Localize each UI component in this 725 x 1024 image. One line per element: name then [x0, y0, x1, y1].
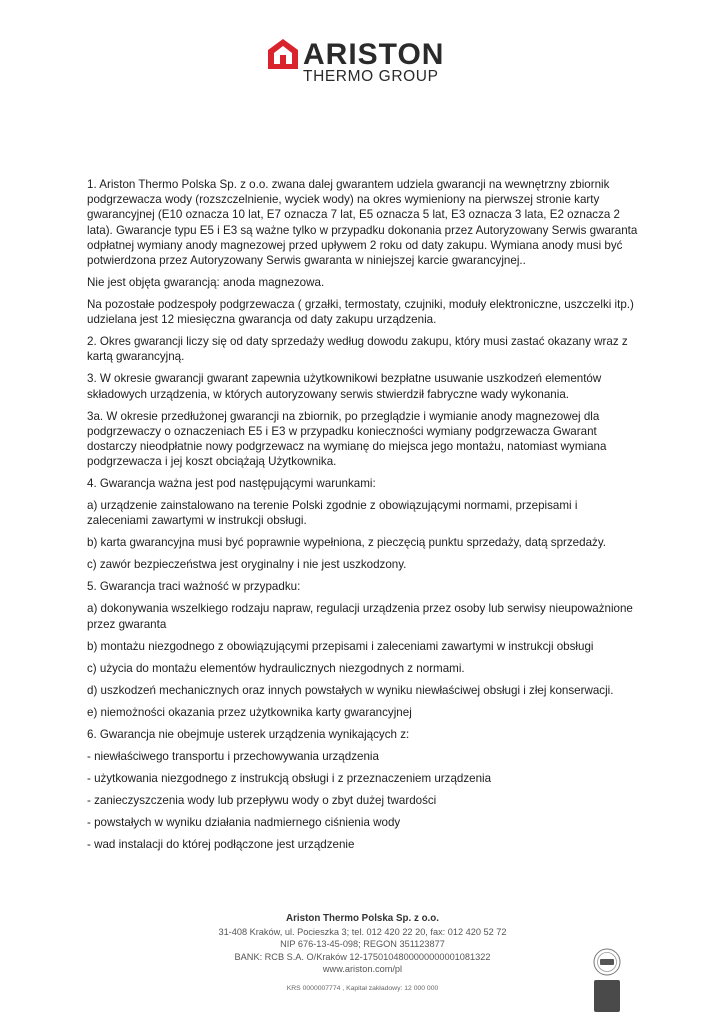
paragraph: c) zawór bezpieczeństwa jest oryginalny i nie jest uszkodzony. [87, 558, 407, 572]
warranty-terms [87, 177, 639, 859]
paragraph: Na pozostałe podzespoły podgrzewacza ( grzałki, termostaty, czujniki, moduły elektroniczne, uszczelki itp.) udzielana jest 12 miesięczna gwarancja od daty zakupu urządzenia. [87, 298, 634, 327]
paragraph: Nie jest objęta gwarancją: anoda magnezowa. [87, 276, 325, 290]
footer-address: 31-408 Kraków, ul. Pocieszka 3; tel. 012 420 22 20, fax: 012 420 52 72 [218, 926, 507, 937]
paragraph: 3. W okresie gwarancji gwarant zapewnia użytkownikowi bezpłatne usuwanie uszkodzeń elementów składowych urządzenia, w których autoryzowany serwis stwierdził fabryczne wady wykonania. [87, 372, 602, 401]
paragraph: - użytkowania niezgodnego z instrukcją obsługi i z przeznaczeniem urządzenia [87, 771, 492, 785]
iqnet-certification-icon [592, 948, 622, 1018]
brand-name: ARISTON [303, 38, 445, 71]
paragraph: 5. Gwarancja traci ważność w przypadku: [87, 580, 301, 594]
paragraph: - wad instalacji do której podłączone jest urządzenie [87, 837, 355, 851]
paragraph: a) urządzenie zainstalowano na terenie Polski zgodnie z obowiązującymi normami, przepisami i zaleceniami zawartymi w instrukcji obsługi. [87, 499, 578, 528]
footer-nip: NIP 676-13-45-098; REGON 351123877 [280, 939, 445, 949]
ariston-house-icon [267, 38, 299, 70]
paragraph: 3a. W okresie przedłużonej gwarancji na zbiornik, po przeglądzie i wymianie anody magnezowej dla podgrzewaczy o oznaczeniach E5 i E3 w przypadku konieczności wymiany podgrzewacza Gwarant dostarczy nieodpłatnie nowy podgrzewacz na wymianę do miejsca jego montażu, natomiast wymiana podgrzewacza i jej koszt obciążają Użytkownika. [87, 409, 607, 469]
paragraph: - zanieczyszczenia wody lub przepływu wody o zbyt dużej twardości [87, 793, 437, 807]
footer-website: www.ariston.com/pl [322, 964, 403, 974]
paragraph: b) karta gwarancyjna musi być poprawnie wypełniona, z pieczęcią punktu sprzedaży, datą sprzedaży. [87, 536, 606, 550]
paragraph: 4. Gwarancja ważna jest pod następującymi warunkami: [87, 477, 376, 491]
ariston-logo [267, 38, 462, 88]
csq-mark-icon [594, 980, 620, 1012]
paragraph: b) montażu niezgodnego z obowiązującymi przepisami i zaleceniami zawartymi w instrukcji obsługi [87, 639, 594, 653]
brand-subtitle: THERMO GROUP [303, 68, 439, 85]
paragraph: c) użycia do montażu elementów hydraulicznych niezgodnych z normami. [87, 661, 465, 675]
paragraph: 6. Gwarancja nie obejmuje usterek urządzenia wynikających z: [87, 727, 410, 741]
paragraph: a) dokonywania wszelkiego rodzaju napraw, regulacji urządzenia przez osoby lub serwisy nieupoważnione przez gwaranta [87, 602, 633, 631]
paragraph: - niewłaściwego transportu i przechowywania urządzenia [87, 749, 379, 763]
paragraph: 1. Ariston Thermo Polska Sp. z o.o. zwana dalej gwarantem udziela gwarancji na wewnętrzny zbiornik podgrzewacza wody (rozszczelnienie, wyciek wody) na okres wymieniony na pierwszej stronie karty gwarancyjnej (E10 oznacza 10 lat, E7 oznacza 7 lat, E5 oznacza 5 lat, E3 oznacza 3 lata, E2 oznacza 2 lata). Gwarancje typu E5 i E3 są ważne tylko w przypadku dokonania przez Autoryzowany Serwis gwaranta odpłatnej wymiany anody magnezowej przed upływem 2 roku od daty zakupu. Wymiana anody musi być potwierdzona przez Autoryzowany Serwis gwaranta w niniejszej karcie gwarancyjnej.. [87, 178, 638, 268]
paragraph: e) niemożności okazania przez użytkownika karty gwarancyjnej [87, 705, 412, 719]
footer-bank: BANK: RCB S.A. O/Kraków 12-1750104800000000001081322 [234, 951, 491, 962]
certification-seal-icon [593, 948, 621, 976]
paragraph: - powstałych w wyniku działania nadmiernego ciśnienia wody [87, 815, 401, 829]
footer-company: Ariston Thermo Polska Sp. z o.o. [286, 913, 439, 924]
company-footer [180, 913, 545, 995]
footer-krs: KRS 0000007774 , Kapitał zakładowy: 12 000 000 [286, 984, 439, 992]
paragraph: d) uszkodzeń mechanicznych oraz innych powstałych w wyniku niewłaściwej obsługi i złej konserwacji. [87, 683, 614, 697]
paragraph: 2. Okres gwarancji liczy się od daty sprzedaży według dowodu zakupu, który musi zastać okazany wraz z kartą gwarancyjną. [87, 335, 628, 364]
